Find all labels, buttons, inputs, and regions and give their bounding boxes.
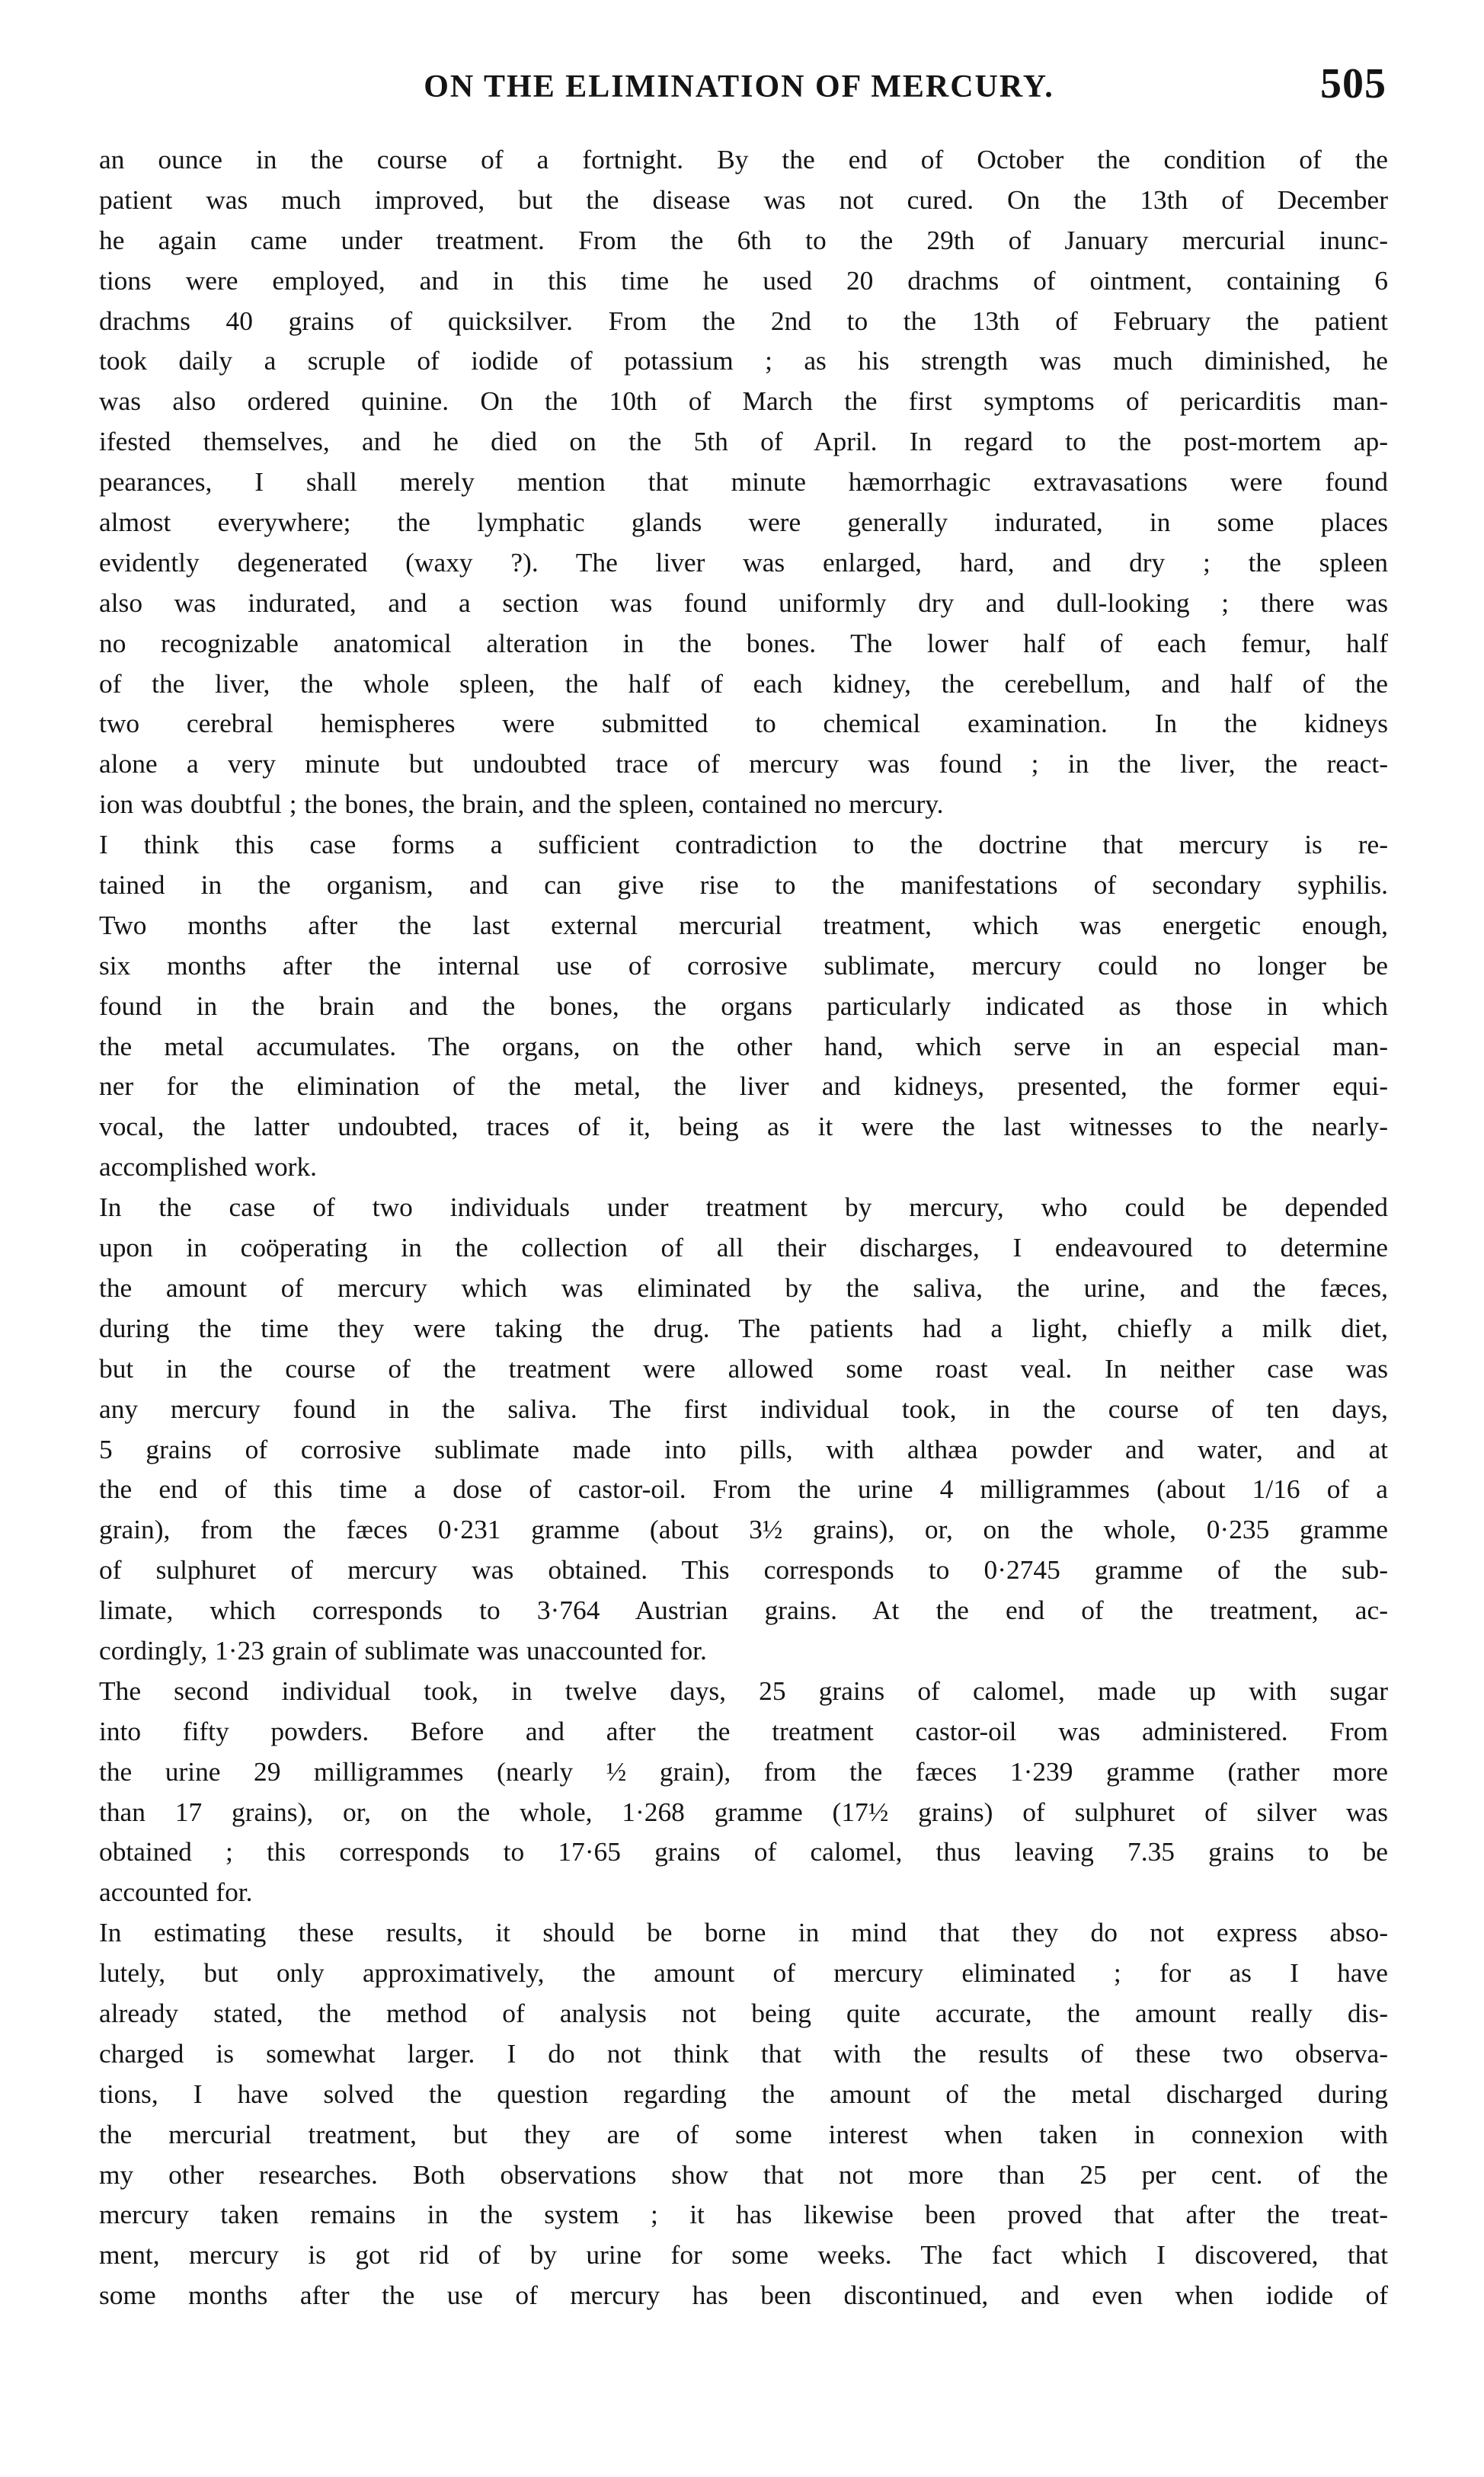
text-line: tions were employed, and in this time he used 20 drachms of ointment, containing 6 xyxy=(99,264,1388,296)
text-line: the mercurial treatment, but they are of some interest when taken in connexion with xyxy=(99,2118,1388,2149)
text-line: than 17 grains), or, on the whole, 1·268 gramme (17½ grains) of sulphuret of silver was xyxy=(99,1796,1388,1827)
text-line: ifested themselves, and he died on the 5th of April. In regard to the post-mortem ap- xyxy=(99,426,1388,457)
text-line: grain), from the fæces 0·231 gramme (about 3½ grains), or, on the whole, 0·235 gramme xyxy=(99,1514,1388,1545)
text-line: cordingly, 1·23 grain of sublimate was unaccounted for. xyxy=(99,1634,707,1666)
text-line: charged is somewhat larger. I do not think that with the results of these two observa- xyxy=(99,2037,1388,2069)
text-line: 5 grains of corrosive sublimate made into pills, with althæa powder and water, and at xyxy=(99,1433,1388,1464)
text-line: ion was doubtful ; the bones, the brain, and the spleen, contained no mercury. xyxy=(99,789,944,820)
text-line: some months after the use of mercury has been discontinued, and even when iodide of xyxy=(99,2280,1388,2311)
paragraph xyxy=(99,139,1388,824)
text-line: accounted for. xyxy=(99,1877,253,1908)
text-line: accomplished work. xyxy=(99,1151,318,1182)
text-line: of sulphuret of mercury was obtained. This corresponds to 0·2745 gramme of the sub- xyxy=(99,1554,1388,1586)
paragraph xyxy=(99,1187,1388,1671)
text-line: the metal accumulates. The organs, on the other hand, which serve in an especial man- xyxy=(99,1030,1388,1061)
text-line: Two months after the last external mercurial treatment, which was energetic enough, xyxy=(99,909,1388,940)
text-line: vocal, the latter undoubted, traces of it, being as it were the last witnesses to the nearly- xyxy=(99,1111,1388,1142)
running-header xyxy=(91,55,1386,116)
text-line: The second individual took, in twelve days, 25 grains of calomel, made up with sugar xyxy=(99,1675,1388,1706)
text-line: mercury taken remains in the system ; it has likewise been proved that after the treat- xyxy=(99,2199,1388,2230)
text-line: ner for the elimination of the metal, the liver and kidneys, presented, the former equi- xyxy=(99,1070,1388,1102)
text-line: during the time they were taking the drug. The patients had a light, chiefly a milk diet, xyxy=(99,1312,1388,1343)
text-line: found in the brain and the bones, the organs particularly indicated as those in which xyxy=(99,990,1388,1021)
text-line: obtained ; this corresponds to 17·65 grains of calomel, thus leaving 7.35 grains to be xyxy=(99,1836,1388,1867)
text-line: the amount of mercury which was eliminated by the saliva, the urine, and the fæces, xyxy=(99,1272,1388,1303)
text-line: tained in the organism, and can give rise to the manifestations of secondary syphilis. xyxy=(99,869,1388,901)
page-number: 505 xyxy=(1320,60,1386,107)
text-line: limate, which corresponds to 3·764 Austrian grains. At the end of the treatment, ac- xyxy=(99,1595,1388,1626)
paragraph xyxy=(99,1912,1388,2315)
text-line: six months after the internal use of corrosive sublimate, mercury could no longer be xyxy=(99,949,1388,981)
text-line: took daily a scruple of iodide of potassium ; as his strength was much diminished, he xyxy=(99,345,1388,376)
text-line: was also ordered quinine. On the 10th of March the first symptoms of pericarditis man- xyxy=(99,386,1388,417)
text-line: but in the course of the treatment were allowed some roast veal. In neither case was xyxy=(99,1352,1388,1384)
text-line: evidently degenerated (waxy ?). The liver was enlarged, hard, and dry ; the spleen xyxy=(99,546,1388,578)
body-text xyxy=(99,139,1388,2315)
paragraph xyxy=(99,824,1388,1187)
text-line: of the liver, the whole spleen, the half of each kidney, the cerebellum, and half of the xyxy=(99,667,1388,699)
text-line: I think this case forms a sufficient contradiction to the doctrine that mercury is re- xyxy=(99,829,1388,860)
text-line: upon in coöperating in the collection of all their discharges, I endeavoured to determine xyxy=(99,1232,1388,1263)
text-line: the urine 29 milligrammes (nearly ½ grain), from the fæces 1·239 gramme (rather more xyxy=(99,1755,1388,1787)
paragraph xyxy=(99,1671,1388,1912)
text-line: two cerebral hemispheres were submitted to chemical examination. In the kidneys xyxy=(99,708,1388,739)
text-line: an ounce in the course of a fortnight. By the end of October the condition of the xyxy=(99,144,1388,174)
text-line: any mercury found in the saliva. The first individual took, in the course of ten days, xyxy=(99,1393,1388,1424)
text-line: tions, I have solved the question regarding the amount of the metal discharged during xyxy=(99,2078,1388,2109)
text-line: already stated, the method of analysis not being quite accurate, the amount really dis- xyxy=(99,1997,1388,2028)
text-line: lutely, but only approximatively, the amount of mercury eliminated ; for as I have xyxy=(99,1957,1388,1989)
text-line: into fifty powders. Before and after the treatment castor-oil was administered. From xyxy=(99,1715,1388,1746)
text-line: pearances, I shall merely mention that minute hæmorrhagic extravasations were found xyxy=(99,466,1388,498)
text-line: almost everywhere; the lymphatic glands were generally indurated, in some places xyxy=(99,507,1388,538)
text-line: my other researches. Both observations show that not more than 25 per cent. of the xyxy=(99,2159,1388,2190)
text-line: also was indurated, and a section was found uniformly dry and dull-looking ; there was xyxy=(99,587,1388,618)
text-line: ment, mercury is got rid of by urine for some weeks. The fact which I discovered, that xyxy=(99,2239,1388,2271)
text-line: In the case of two individuals under treatment by mercury, who could be depended xyxy=(99,1192,1388,1223)
text-line: In estimating these results, it should be borne in mind that they do not express abso- xyxy=(99,1917,1388,1948)
text-line: alone a very minute but undoubted trace of mercury was found ; in the liver, the react- xyxy=(99,748,1388,779)
text-line: no recognizable anatomical alteration in the bones. The lower half of each femur, half xyxy=(99,627,1388,658)
text-line: he again came under treatment. From the 6th to the 29th of January mercurial inunc- xyxy=(99,224,1388,255)
text-line: patient was much improved, but the disease was not cured. On the 13th of December xyxy=(99,184,1388,215)
text-line: the end of this time a dose of castor-oil. From the urine 4 milligrammes (about 1/16 of a xyxy=(99,1474,1388,1505)
running-title: ON THE ELIMINATION OF MERCURY. xyxy=(424,69,1054,104)
text-line: drachms 40 grains of quicksilver. From the 2nd to the 13th of February the patient xyxy=(99,305,1388,336)
